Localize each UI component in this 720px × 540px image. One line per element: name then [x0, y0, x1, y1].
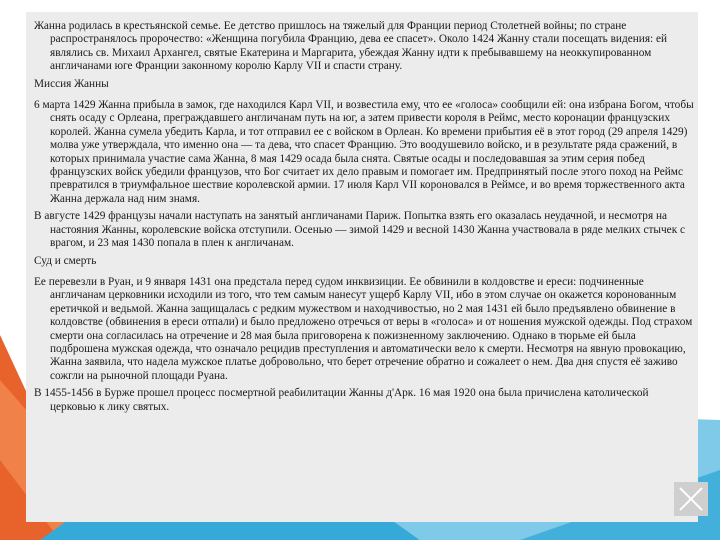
next-slide-button[interactable] — [674, 482, 708, 516]
section-heading-mission: Миссия Жанны — [34, 77, 109, 90]
section-heading-trial: Суд и смерть — [34, 254, 97, 267]
paragraph-intro: Жанна родилась в крестьянской семье. Ее детство пришлось на тяжелый для Франции период Столетней войны; по стране распространялось пророчество: «Женщина погубила Францию, дева ее спасет». Около 1424 Жанну стали посещать видения: ей являлись св. Михаил Архангел, святые Екатерина и Маргарита, убеждая Жанну идти к пребывавшему на неоккупированном англичанами юге Франции законному королю Карлу VII и спасти страну. — [34, 20, 668, 73]
paragraph-rehabilitation: В 1455-1456 в Бурже прошел процесс посмертной реабилитации Жанны д'Арк. 16 мая 1920 она была причислена католической церковью к лику святых. — [34, 387, 649, 413]
slide-text — [34, 20, 694, 418]
paragraph-trial: Ее перевезли в Руан, и 9 января 1431 она предстала перед судом инквизиции. Ее обвинили в колдовстве и ереси: подчиненные англичанам церковники исходили из того, что тем самым нанесут ущерб Карлу VII, ибо в этом случае он окажется коронованным еретичкой и ведьмой. Жанна защищалась с редким мужеством и находчивостью, но 2 мая 1431 ей было предъявлено обвинение в колдовстве (обвинения в ереси отпали) и было предложено отречься от веры в «голоса» и от ношения мужской одежды. Под страхом смерти она согласилась на отречение и 28 мая была приговорена к пожизненному заключению. Однако в тюрьме ей была подброшена мужская одежда, что означало рецидив преступления и автоматически вело к смерти. Несмотря на явную провокацию, Жанна заявила, что надела мужское платье добровольно, что берет отречение обратно и сожалеет о нем. Два дня спустя её заживо сожгли на рыночной площади Руана. — [34, 275, 693, 382]
diagonal-arrow-icon — [674, 482, 708, 516]
paragraph-mission: 6 марта 1429 Жанна прибыла в замок, где находился Карл VII, и возвестила ему, что ее «голоса» сообщили ей: она избрана Богом, чтобы снять осаду с Орлеана, преграждавшего англичанам путь на юг, а затем привести короля в Реймс, место коронации французских королей. Жанна сумела убедить Карла, и тот отправил ее с войском в Орлеан. Ко времени прибытия её в этот город (29 апреля 1429) молва уже утверждала, что именно она — та дева, что спасет Францию. Это воодушевило войско, и в результате ряда сражений, в которых принимала участие сама Жанна, 8 мая 1429 осада была снята. Святые осады и последовавшая за этим серия побед французских войск убедили французов, что Бог считает их дело правым и помогает им. Предпринятый после этого поход на Реймс превратился в триумфальное шествие королевской армии. 17 июля Карл VII короновался в Реймсе, и во время торжественного акта Жанна держала над ним знамя. — [34, 99, 694, 205]
paragraph-paris: В августе 1429 французы начали наступать на занятый англичанами Париж. Попытка взять его оказалась неудачной, и несмотря на настояния Жанны, королевские войска отступили. Осенью — зимой 1429 и весной 1430 Жанна участвовала в ряде мелких стычек с врагом, и 23 мая 1430 попала в плен к англичанам. — [34, 210, 686, 250]
